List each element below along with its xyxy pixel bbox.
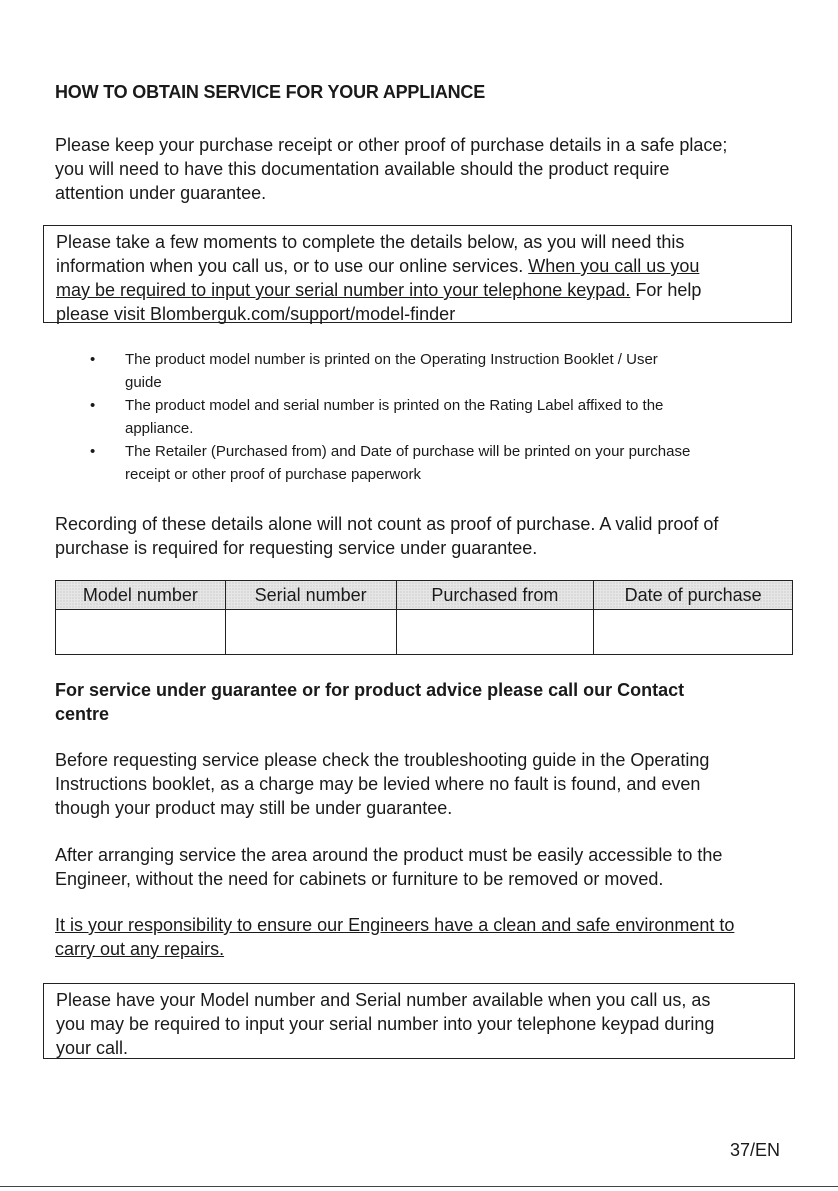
box1-text: information when you call us, or to use our online services. bbox=[56, 256, 529, 276]
box1-line: Please take a few moments to complete the details below, as you will need this bbox=[56, 232, 685, 252]
header-date-of-purchase: Date of purchase bbox=[594, 581, 793, 610]
paragraph-line: After arranging service the area around the product must be easily accessible to the bbox=[55, 845, 723, 865]
paragraph-line: though your product may still be under guarantee. bbox=[55, 798, 453, 818]
details-info-box bbox=[43, 225, 792, 323]
list-item bbox=[88, 348, 788, 394]
header-serial-number: Serial number bbox=[225, 581, 396, 610]
box1-text: For help bbox=[630, 280, 702, 300]
list-item-line: The Retailer (Purchased from) and Date of purchase will be printed on your purchase bbox=[125, 443, 691, 460]
date-of-purchase-cell[interactable] bbox=[594, 610, 793, 655]
table-header-row bbox=[56, 581, 793, 610]
proof-line: Recording of these details alone will not count as proof of purchase. A valid proof of bbox=[55, 514, 719, 534]
header-purchased-from: Purchased from bbox=[396, 581, 594, 610]
page-number: 37/EN bbox=[730, 1140, 781, 1160]
heading-line: For service under guarantee or for product advice please call our Contact bbox=[55, 680, 685, 700]
proof-line: purchase is required for requesting service under guarantee. bbox=[55, 538, 538, 558]
list-item bbox=[88, 440, 788, 486]
bullet-icon: • bbox=[90, 397, 96, 414]
bullet-icon: • bbox=[90, 443, 96, 460]
intro-line: attention under guarantee. bbox=[55, 183, 267, 203]
call-reminder-box bbox=[43, 983, 795, 1059]
intro-line: Please keep your purchase receipt or other proof of purchase details in a safe place; bbox=[55, 135, 728, 155]
responsibility-paragraph bbox=[55, 913, 795, 961]
model-finder-line: please visit Blomberguk.com/support/model-finder bbox=[56, 304, 456, 324]
paragraph-line: Instructions booklet, as a charge may be levied where no fault is found, and even bbox=[55, 774, 701, 794]
appliance-details-table bbox=[55, 580, 793, 655]
list-item-line: The product model number is printed on the Operating Instruction Booklet / User bbox=[125, 351, 658, 368]
box2-line: Please have your Model number and Serial number available when you call us, as bbox=[56, 990, 711, 1010]
list-item bbox=[88, 394, 788, 440]
intro-line: you will need to have this documentation available should the product require bbox=[55, 159, 670, 179]
box2-line: your call. bbox=[56, 1038, 129, 1058]
box2-line: you may be required to input your serial number into your telephone keypad during bbox=[56, 1014, 715, 1034]
heading-line: centre bbox=[55, 704, 110, 724]
troubleshooting-paragraph bbox=[55, 748, 795, 820]
contact-centre-heading bbox=[55, 678, 775, 726]
list-item-line: guide bbox=[125, 374, 162, 391]
box1-line bbox=[56, 278, 791, 302]
page-bottom-divider bbox=[0, 1186, 838, 1187]
table-row bbox=[56, 610, 793, 655]
header-model-number: Model number bbox=[56, 581, 226, 610]
page-heading: HOW TO OBTAIN SERVICE FOR YOUR APPLIANCE bbox=[55, 82, 486, 102]
serial-keypad-notice: When you call us you bbox=[528, 256, 700, 276]
model-number-cell[interactable] bbox=[56, 610, 226, 655]
serial-number-cell[interactable] bbox=[225, 610, 396, 655]
bullet-icon: • bbox=[90, 351, 96, 368]
paragraph-line: It is your responsibility to ensure our Engineers have a clean and safe environment to bbox=[55, 915, 735, 935]
paragraph-line: carry out any repairs. bbox=[55, 939, 225, 959]
list-item-line: appliance. bbox=[125, 420, 194, 437]
access-paragraph bbox=[55, 843, 795, 891]
purchased-from-cell[interactable] bbox=[396, 610, 594, 655]
serial-keypad-notice: may be required to input your serial number into your telephone keypad. bbox=[56, 280, 631, 300]
list-item-line: receipt or other proof of purchase paperwork bbox=[125, 466, 421, 483]
proof-of-purchase-paragraph bbox=[55, 512, 795, 560]
paragraph-line: Before requesting service please check the troubleshooting guide in the Operating bbox=[55, 750, 710, 770]
intro-paragraph bbox=[55, 133, 795, 205]
list-item-line: The product model and serial number is printed on the Rating Label affixed to the bbox=[125, 397, 664, 414]
details-location-list bbox=[88, 348, 788, 486]
paragraph-line: Engineer, without the need for cabinets or furniture to be removed or moved. bbox=[55, 869, 664, 889]
box1-line bbox=[56, 254, 791, 278]
